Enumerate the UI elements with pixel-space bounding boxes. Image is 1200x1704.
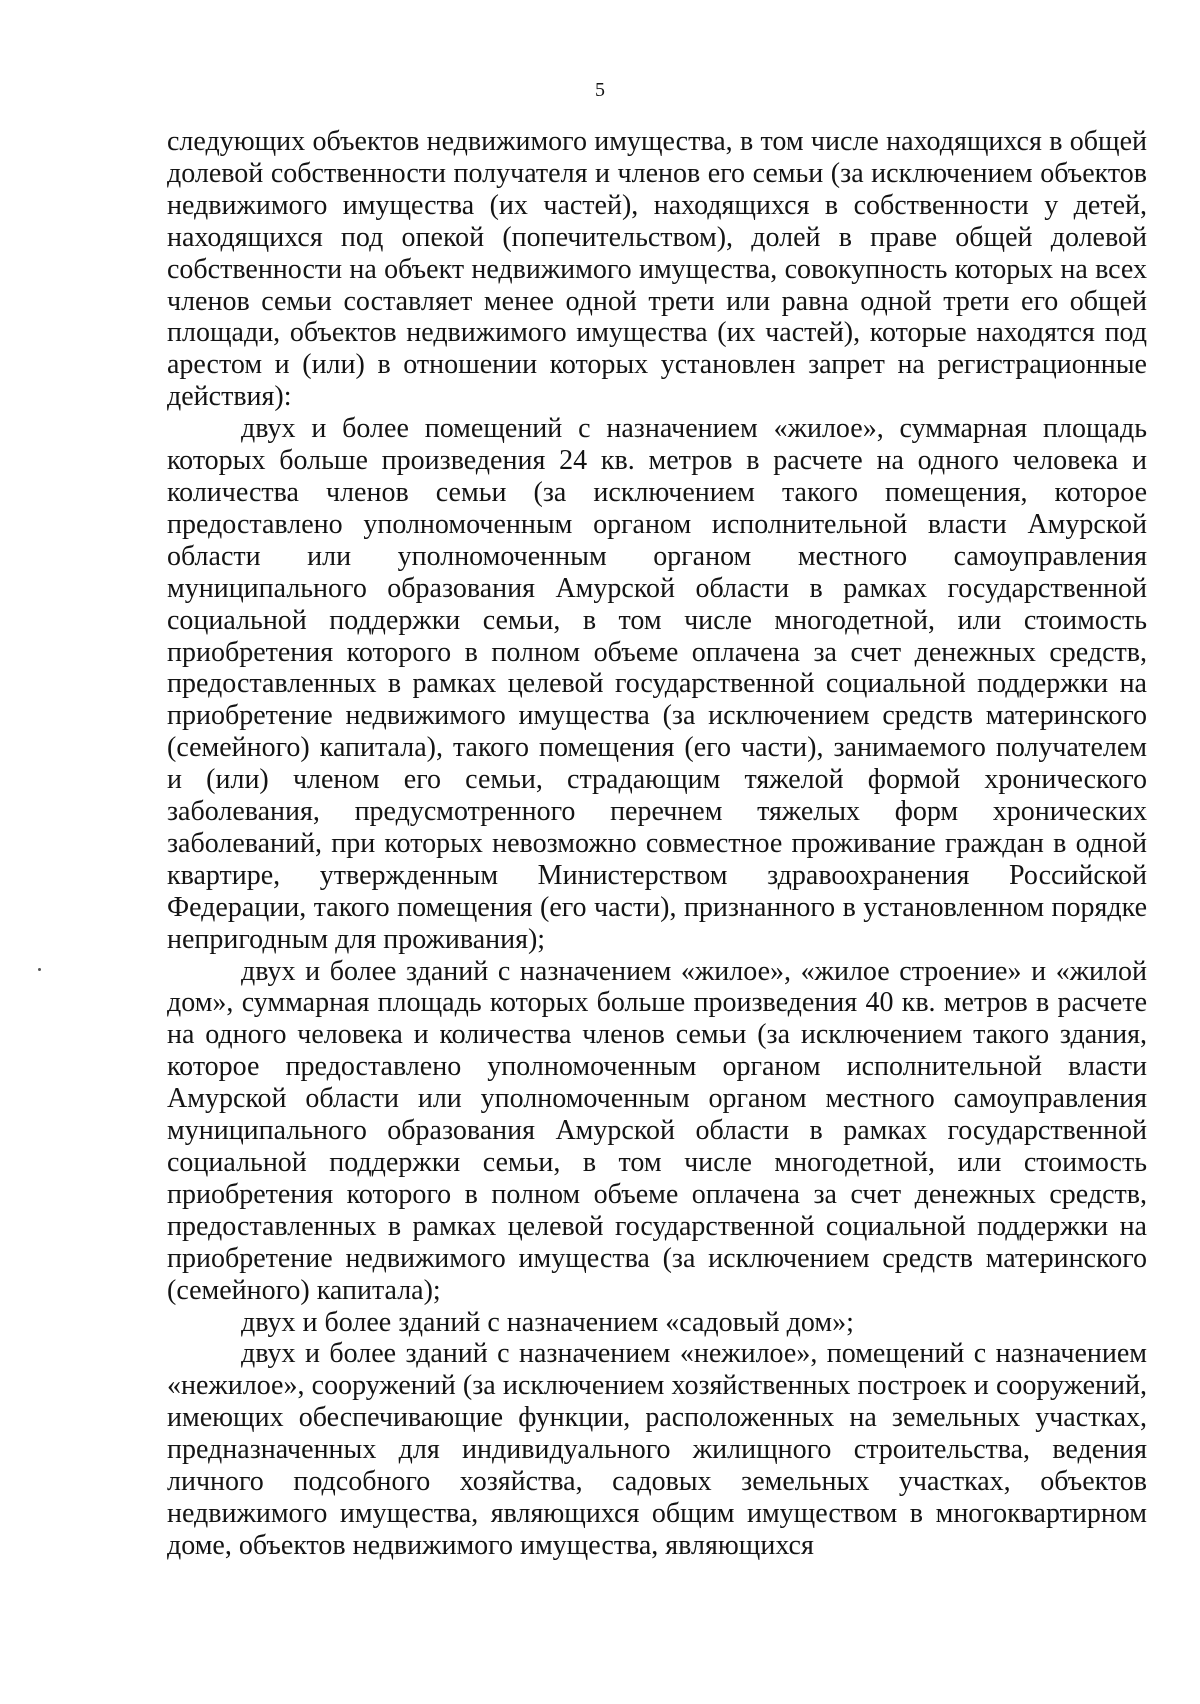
paragraph-non-residential: двух и более зданий с назначением «нежилое», помещений с назначением «нежилое», сооружений (за исключением хозяйственных построек и сооружений, имеющих обеспечивающие функции, расположенных на земельных участках, предназначенных для индивидуального жилищного строительства, ведения личного подсобного хозяйства, садовых земельных участках, объектов недвижимого имущества, являющихся общим имуществом в многоквартирном доме, объектов недвижимого имущества, являющихся (167, 1338, 1147, 1561)
scan-speck (38, 968, 41, 971)
paragraph-intro: следующих объектов недвижимого имущества, в том числе находящихся в общей долевой собственности получателя и членов его семьи (за исключением объектов недвижимого имущества (их частей), находящихся в собственности у детей, находящихся под опекой (попечительством), долей в праве общей долевой собственности на объект недвижимого имущества, совокупность которых на всех членов семьи составляет менее одной трети или равна одной трети его общей площади, объектов недвижимого имущества (их частей), которые находятся под арестом и (или) в отношении которых установлен запрет на регистрационные действия): (167, 126, 1147, 413)
paragraph-garden-houses: двух и более зданий с назначением «садовый дом»; (241, 1306, 854, 1338)
paragraph-premises: двух и более помещений с назначением «жилое», суммарная площадь которых больше произведения 24 кв. метров в расчете на одного человека и количества членов семьи (за исключением такого помещения, которое предоставлено уполномоченным органом исполнительной власти Амурской области или уполномоченным органом местного самоуправления муниципального образования Амурской области в рамках государственной социальной поддержки семьи, в том числе многодетной, или стоимость приобретения которого в полном объеме оплачена за счет денежных средств, предоставленных в рамках целевой государственной социальной поддержки на приобретение недвижимого имущества (за исключением средств материнского (семейного) капитала), такого помещения (его части), занимаемого получателем и (или) членом его семьи, страдающим тяжелой формой хронического заболевания, предусмотренного перечнем тяжелых форм хронических заболеваний, при которых невозможно совместное проживание граждан в одной квартире, утвержденным Министерством здравоохранения Российской Федерации, такого помещения (его части), признанного в установленном порядке непригодным для проживания); (167, 413, 1147, 955)
paragraph-buildings: двух и более зданий с назначением «жилое», «жилое строение» и «жилой дом», суммарная площадь которых больше произведения 40 кв. метров в расчете на одного человека и количества членов семьи (за исключением такого здания, которое предоставлено уполномоченным органом исполнительной власти Амурской области или уполномоченным органом местного самоуправления муниципального образования Амурской области в рамках государственной социальной поддержки семьи, в том числе многодетной, или стоимость приобретения которого в полном объеме оплачена за счет денежных средств, предоставленных в рамках целевой государственной социальной поддержки на приобретение недвижимого имущества (за исключением средств материнского (семейного) капитала); (167, 955, 1147, 1306)
document-body (167, 126, 1147, 1562)
page-number: 5 (595, 79, 605, 101)
